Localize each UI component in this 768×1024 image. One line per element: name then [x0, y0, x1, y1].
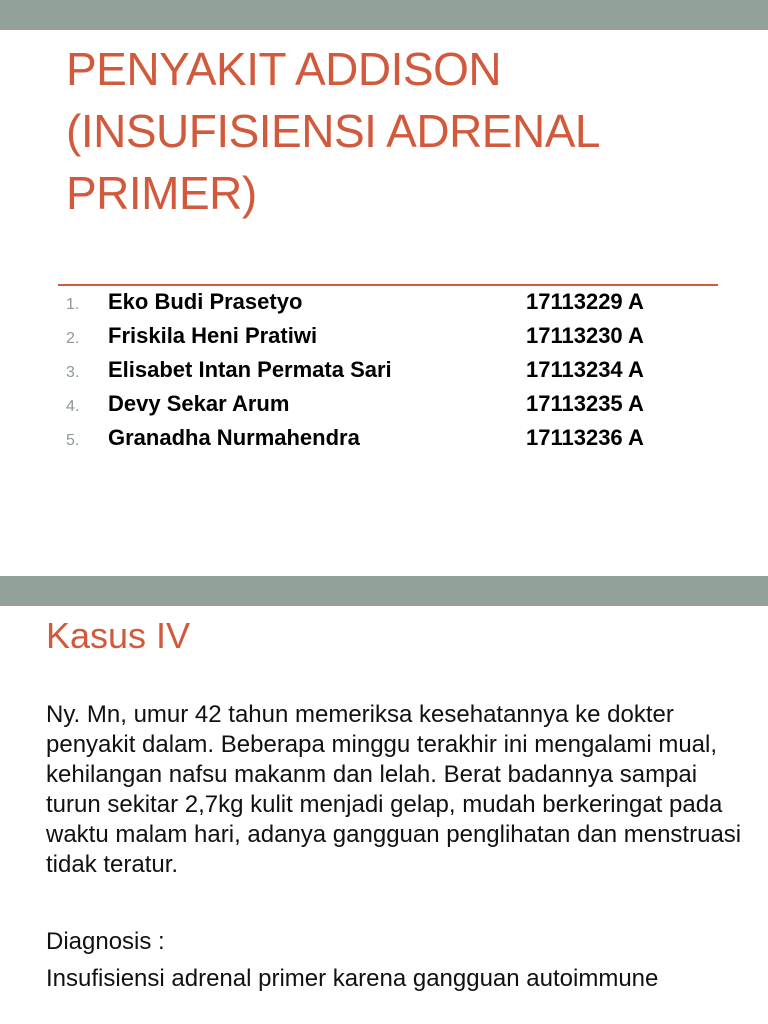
member-number: 5.: [66, 432, 80, 449]
member-number: 2.: [66, 330, 80, 347]
member-number: 3.: [66, 364, 80, 381]
member-nim: 17113230 A: [526, 323, 644, 348]
case-description: Ny. Mn, umur 42 tahun memeriksa kesehatannya ke dokter penyakit dalam. Beberapa minggu terakhir ini mengalami mual, kehilangan nafsu makanm dan lelah. Berat badannya sampai turun sekitar 2,7kg kulit menjadi gelap, mudah berkeringat pada waktu malam hari, adanya gangguan penglihatan dan menstruasi tidak teratur.: [46, 701, 742, 878]
diagnosis-value: Insufisiensi adrenal primer karena gangguan autoimmune: [46, 965, 659, 992]
member-item: [66, 421, 726, 455]
member-nim: 17113229 A: [526, 289, 644, 314]
presentation-title: PENYAKIT ADDISON (INSUFISIENSI ADRENAL PRIMER): [66, 43, 599, 219]
member-name: Granadha Nurmahendra: [108, 425, 360, 450]
member-item: [66, 285, 726, 319]
top-band: [0, 576, 768, 606]
member-item: [66, 353, 726, 387]
member-nim: 17113236 A: [526, 425, 644, 450]
member-name: Eko Budi Prasetyo: [108, 289, 303, 314]
member-number: 4.: [66, 398, 80, 415]
member-name: Elisabet Intan Permata Sari: [108, 357, 392, 382]
member-name: Devy Sekar Arum: [108, 391, 290, 416]
case-title: Kasus IV: [46, 615, 191, 656]
diagnosis-label: Diagnosis :: [46, 928, 165, 955]
member-number: 1.: [66, 296, 80, 313]
top-band: [0, 0, 768, 30]
member-list: [66, 285, 726, 455]
member-nim: 17113235 A: [526, 391, 644, 416]
member-item: [66, 387, 726, 421]
member-name: Friskila Heni Pratiwi: [108, 323, 318, 348]
member-item: [66, 319, 726, 353]
slide-case: [0, 576, 768, 1024]
member-nim: 17113234 A: [526, 357, 644, 382]
